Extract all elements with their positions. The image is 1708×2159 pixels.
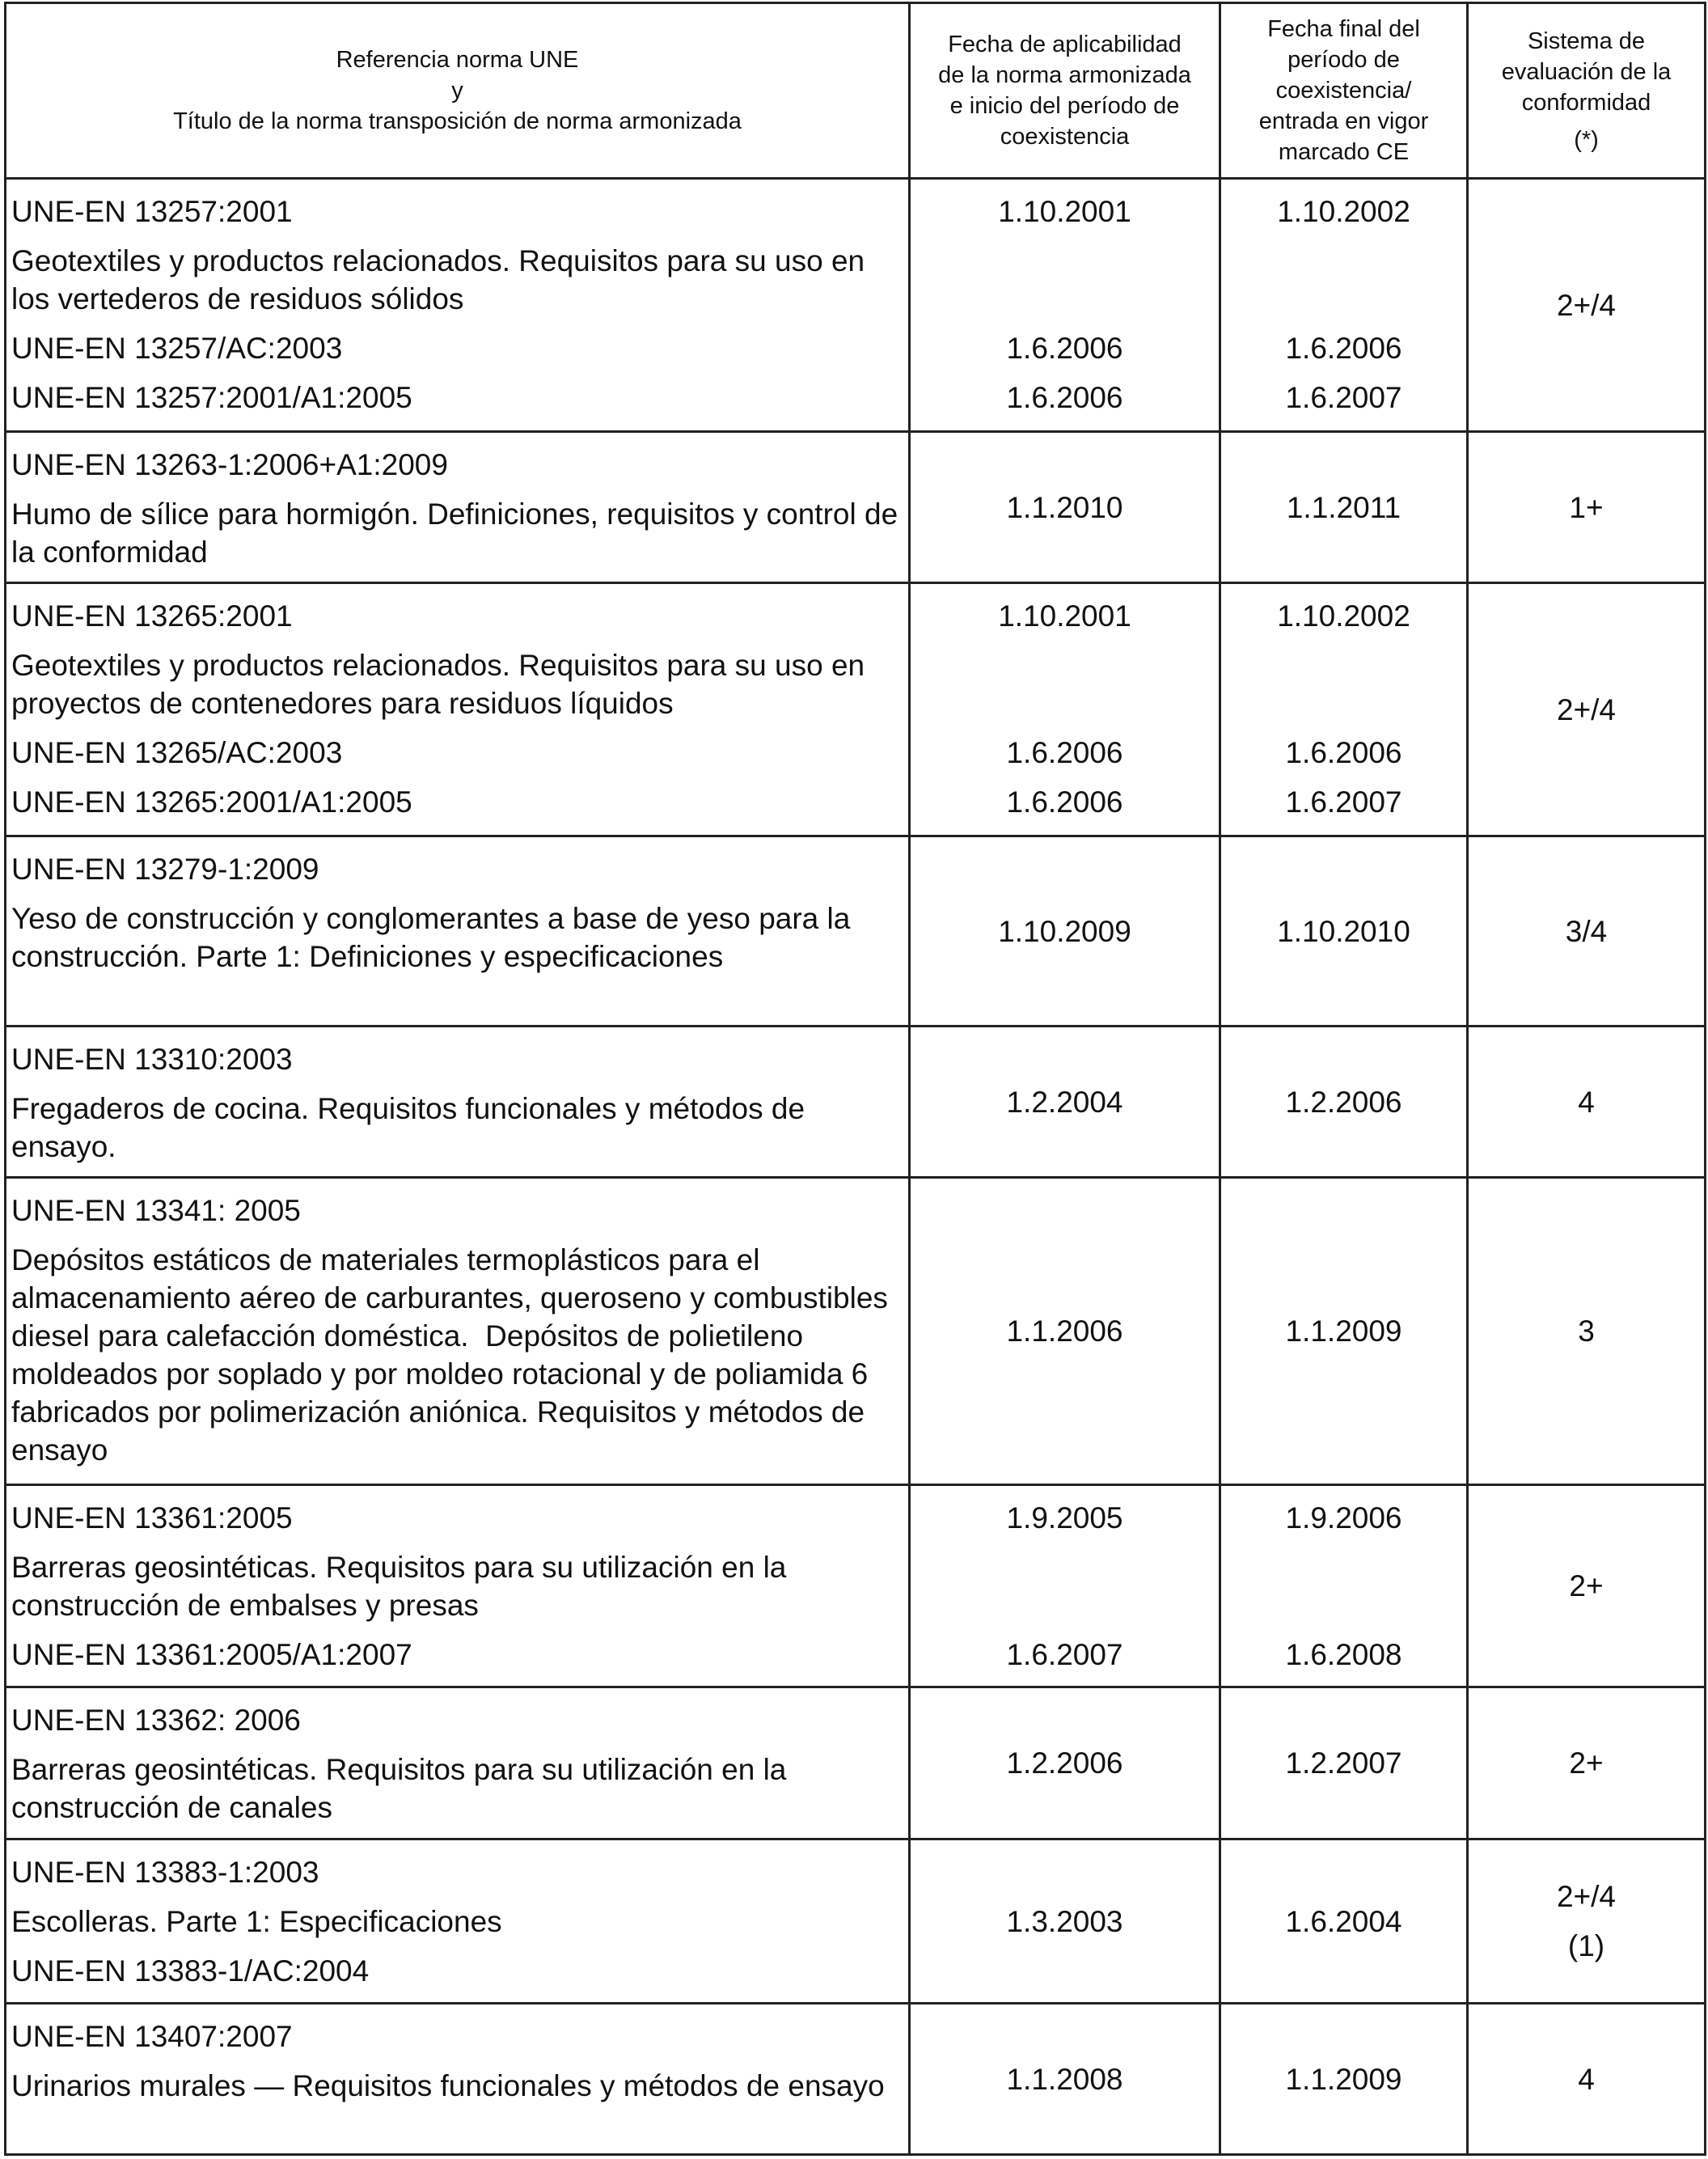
coexistence-end-date-cell: 1.1.2011 bbox=[1220, 432, 1468, 583]
coexistence-end-date-cell: 1.6.2004 bbox=[1220, 1839, 1468, 2004]
reference-cell bbox=[6, 1687, 910, 1839]
footnote-marker: (1) bbox=[1567, 1929, 1605, 1962]
standard-reference: UNE-EN 13407:2007 bbox=[11, 2020, 293, 2053]
table-header-row bbox=[6, 3, 1706, 179]
standard-reference: UNE-EN 13383-1:2003 bbox=[11, 1856, 319, 1889]
coexistence-end-date-cell: 1.9.2006 1.6.2008 bbox=[1220, 1485, 1468, 1687]
coexistence-end-date-cell: 1.1.2009 bbox=[1220, 1178, 1468, 1485]
applicability-date-cell: 1.2.2006 bbox=[910, 1687, 1220, 1839]
date-end: 1.6.2007 bbox=[1285, 381, 1402, 414]
reference-cell bbox=[6, 2004, 910, 2155]
coexistence-end-date-cell: 1.2.2006 bbox=[1220, 1027, 1468, 1178]
applicability-date-cell: 1.2.2004 bbox=[910, 1027, 1220, 1178]
conformity-system-cell: 2+/4 bbox=[1468, 179, 1706, 432]
amendment-reference: UNE-EN 13257/AC:2003 bbox=[11, 332, 343, 365]
standard-title: Humo de sílice para hormigón. Definiciones, requisitos y control de la conformidad bbox=[11, 497, 898, 569]
document-page bbox=[4, 2, 1704, 2157]
table-row bbox=[6, 432, 1706, 583]
table-row bbox=[6, 1027, 1706, 1178]
header-conformity-system: Sistema de evaluación de la conformidad (*) bbox=[1468, 3, 1706, 179]
reference-cell bbox=[6, 1027, 910, 1178]
standard-reference: UNE-EN 13263-1:2006+A1:2009 bbox=[11, 448, 448, 481]
conformity-system-cell: 1+ bbox=[1468, 432, 1706, 583]
table-row bbox=[6, 1687, 1706, 1839]
date-end: 1.10.2002 bbox=[1277, 195, 1410, 228]
standard-reference: UNE-EN 13362: 2006 bbox=[11, 1704, 301, 1737]
table-row bbox=[6, 836, 1706, 1027]
table-row bbox=[6, 583, 1706, 836]
coexistence-end-date-cell bbox=[1220, 179, 1468, 432]
standard-title: Barreras geosintéticas. Requisitos para su utilización en la construcción de embalses y presas bbox=[11, 1551, 787, 1622]
reference-cell bbox=[6, 1485, 910, 1687]
standard-reference: UNE-EN 13310:2003 bbox=[11, 1043, 293, 1076]
applicability-date-cell: 1.9.2005 1.6.2007 bbox=[910, 1485, 1220, 1687]
standard-title: Barreras geosintéticas. Requisitos para su utilización en la construcción de canales bbox=[11, 1753, 787, 1824]
coexistence-end-date-cell: 1.10.2002 1.6.2006 1.6.2007 bbox=[1220, 583, 1468, 836]
conformity-system-cell: 4 bbox=[1468, 1027, 1706, 1178]
header-reference-title: Referencia norma UNE y Título de la norma transposición de norma armonizada bbox=[6, 3, 910, 179]
reference-cell bbox=[6, 1178, 910, 1485]
applicability-date-cell: 1.3.2003 bbox=[910, 1839, 1220, 2004]
standard-reference: UNE-EN 13257:2001 bbox=[11, 195, 293, 228]
header-applicability-date: Fecha de aplicabilidad de la norma armonizada e inicio del período de coexistencia bbox=[910, 3, 1220, 179]
applicability-date-cell: 1.1.2006 bbox=[910, 1178, 1220, 1485]
reference-cell bbox=[6, 836, 910, 1027]
date-end: 1.6.2006 bbox=[1285, 332, 1402, 365]
standard-reference: UNE-EN 13341: 2005 bbox=[11, 1194, 301, 1227]
standard-reference: UNE-EN 13361:2005 bbox=[11, 1501, 293, 1535]
table-row bbox=[6, 179, 1706, 432]
table-row bbox=[6, 1839, 1706, 2004]
conformity-system-cell: 2+/4 (1) bbox=[1468, 1839, 1706, 2004]
applicability-date-cell: 1.10.2001 1.6.2006 1.6.2006 bbox=[910, 583, 1220, 836]
standard-title: Yeso de construcción y conglomerantes a base de yeso para la construcción. Parte 1: Definiciones y especificaciones bbox=[11, 902, 851, 973]
conformity-system-cell: 4 bbox=[1468, 2004, 1706, 2155]
header-coexistence-end-date: Fecha final del período de coexistencia/ entrada en vigor marcado CE bbox=[1220, 3, 1468, 179]
amendment-reference: UNE-EN 13383-1/AC:2004 bbox=[11, 1954, 370, 1988]
amendment-reference: UNE-EN 13265:2001/A1:2005 bbox=[11, 785, 412, 819]
conformity-system-cell: 2+ bbox=[1468, 1485, 1706, 1687]
coexistence-end-date-cell: 1.1.2009 bbox=[1220, 2004, 1468, 2155]
reference-cell bbox=[6, 1839, 910, 2004]
reference-cell bbox=[6, 432, 910, 583]
standard-reference: UNE-EN 13265:2001 bbox=[11, 599, 293, 633]
table-row bbox=[6, 2004, 1706, 2155]
applicability-date-cell bbox=[910, 179, 1220, 432]
harmonized-standards-table bbox=[4, 2, 1706, 2156]
table-row bbox=[6, 1178, 1706, 1485]
applicability-date-cell: 1.1.2010 bbox=[910, 432, 1220, 583]
date-start: 1.6.2006 bbox=[1006, 332, 1123, 365]
date-start: 1.6.2006 bbox=[1006, 381, 1123, 414]
coexistence-end-date-cell: 1.10.2010 bbox=[1220, 836, 1468, 1027]
standard-reference: UNE-EN 13279-1:2009 bbox=[11, 853, 319, 886]
standard-title: Geotextiles y productos relacionados. Requisitos para su uso en los vertederos de residuos sólidos bbox=[11, 244, 865, 315]
table-row bbox=[6, 1485, 1706, 1687]
coexistence-end-date-cell: 1.2.2007 bbox=[1220, 1687, 1468, 1839]
reference-cell bbox=[6, 583, 910, 836]
standard-title: Urinarios murales — Requisitos funcionales y métodos de ensayo bbox=[11, 2069, 885, 2102]
conformity-system-cell: 3 bbox=[1468, 1178, 1706, 1485]
applicability-date-cell: 1.1.2008 bbox=[910, 2004, 1220, 2155]
applicability-date-cell: 1.10.2009 bbox=[910, 836, 1220, 1027]
conformity-system-cell: 2+/4 bbox=[1468, 583, 1706, 836]
standard-title: Escolleras. Parte 1: Especificaciones bbox=[11, 1905, 502, 1938]
standard-title: Depósitos estáticos de materiales termoplásticos para el almacenamiento aéreo de carburantes, queroseno y combustibles diesel para calefacción doméstica. Depósitos de polietileno moldeados por soplado y por moldeo rotacional y de poliamida 6 fabricados por polimerización aniónica. Requisitos y métodos de ensayo bbox=[11, 1243, 897, 1467]
standard-title: Geotextiles y productos relacionados. Requisitos para su uso en proyectos de contenedores para residuos líquidos bbox=[11, 649, 865, 720]
standard-title: Fregaderos de cocina. Requisitos funcionales y métodos de ensayo. bbox=[11, 1092, 805, 1163]
amendment-reference: UNE-EN 13265/AC:2003 bbox=[11, 736, 343, 769]
reference-cell bbox=[6, 179, 910, 432]
amendment-reference: UNE-EN 13361:2005/A1:2007 bbox=[11, 1638, 412, 1671]
date-start: 1.10.2001 bbox=[998, 195, 1131, 228]
conformity-system-cell: 3/4 bbox=[1468, 836, 1706, 1027]
conformity-system-cell: 2+ bbox=[1468, 1687, 1706, 1839]
amendment-reference: UNE-EN 13257:2001/A1:2005 bbox=[11, 381, 412, 414]
